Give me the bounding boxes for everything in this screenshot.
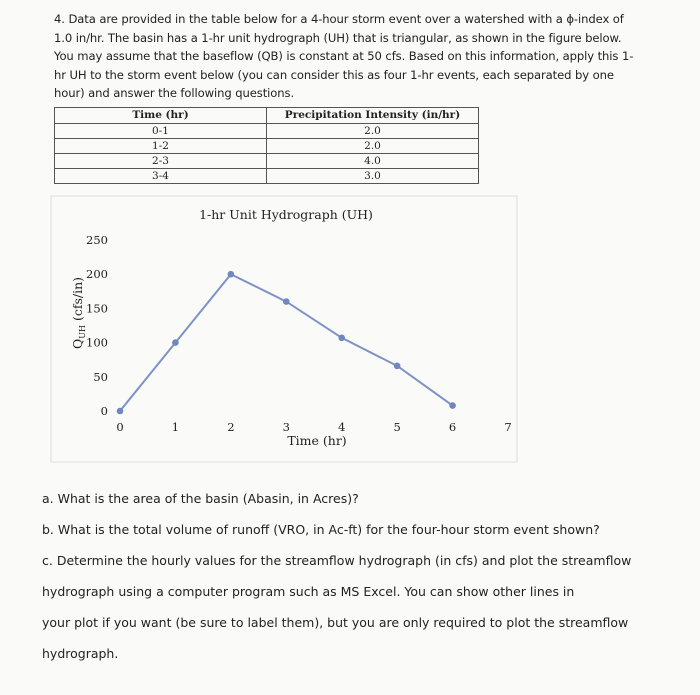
x-axis-label: Time (hr) — [287, 433, 347, 448]
table-row — [55, 154, 479, 169]
unit-hydrograph-chart — [50, 195, 520, 465]
question-b: b. What is the total volume of runoff (VRO, in Ac-ft) for the four-hour storm event shown? — [42, 522, 600, 537]
table-header-row — [55, 108, 479, 124]
questions — [42, 483, 682, 669]
x-tick-label: 5 — [393, 420, 401, 434]
question-c-line-4: hydrograph. — [42, 646, 119, 661]
data-point — [394, 363, 401, 370]
x-tick-label: 2 — [227, 420, 235, 434]
x-tick-label: 7 — [504, 420, 512, 434]
table-row — [55, 169, 479, 184]
data-point — [449, 402, 456, 409]
question-c-line-1: c. Determine the hourly values for the streamflow hydrograph (in cfs) and plot the streamflow — [42, 553, 632, 568]
data-point — [228, 271, 235, 278]
x-tick-label: 6 — [448, 420, 457, 434]
intensity-cell: 2.0 — [267, 139, 479, 154]
y-tick-label: 0 — [100, 404, 108, 418]
time-cell: 1-2 — [55, 139, 267, 154]
intensity-cell: 3.0 — [267, 169, 479, 184]
y-tick-label: 50 — [93, 369, 108, 384]
x-tick-label: 4 — [338, 420, 346, 434]
intensity-cell: 4.0 — [267, 154, 479, 169]
series-line — [120, 274, 453, 411]
time-cell: 2-3 — [55, 154, 267, 169]
problem-statement: 4. Data are provided in the table below for a 4-hour storm event over a watershed with a ϕ-index of 1.0 in/hr. The basin has a 1-hr unit hydrograph (UH) that is triangular, as shown in the figure below. You may assume that the baseflow (QB) is constant at 50 cfs. Based on this information, apply this 1-hr UH to the storm event below (you can consider this as four 1-hr events, each separated by one hour) and answer the following questions. — [54, 12, 634, 101]
time-cell: 3-4 — [55, 169, 267, 184]
question-c-line-2: hydrograph using a computer program such as MS Excel. You can show other lines in — [42, 584, 575, 599]
x-tick-label: 3 — [282, 420, 290, 434]
table-row — [55, 139, 479, 154]
data-point — [117, 408, 124, 415]
table-row — [55, 124, 479, 139]
precipitation-table — [54, 107, 479, 184]
intensity-cell: 2.0 — [267, 124, 479, 139]
y-tick-label: 150 — [86, 301, 108, 316]
y-tick-label: 200 — [86, 267, 108, 282]
data-point — [338, 335, 345, 342]
x-tick-label: 1 — [171, 420, 180, 434]
y-tick-label: 250 — [86, 233, 108, 247]
header-time: Time (hr) — [55, 108, 267, 124]
y-axis-label: $Q_{UH}$ (cfs/in) — [70, 277, 87, 349]
data-point — [283, 298, 290, 305]
y-tick-label: 100 — [86, 335, 108, 350]
time-cell: 0-1 — [55, 124, 267, 139]
question-c-line-3: your plot if you want (be sure to label them), but you are only required to plot the streamflow — [42, 615, 629, 630]
chart-title: 1-hr Unit Hydrograph (UH) — [199, 207, 373, 222]
x-tick-label: 0 — [116, 420, 124, 434]
header-intensity: Precipitation Intensity (in/hr) — [267, 108, 479, 124]
question-a: a. What is the area of the basin (Abasin, in Acres)? — [42, 491, 359, 506]
data-point — [172, 339, 179, 346]
